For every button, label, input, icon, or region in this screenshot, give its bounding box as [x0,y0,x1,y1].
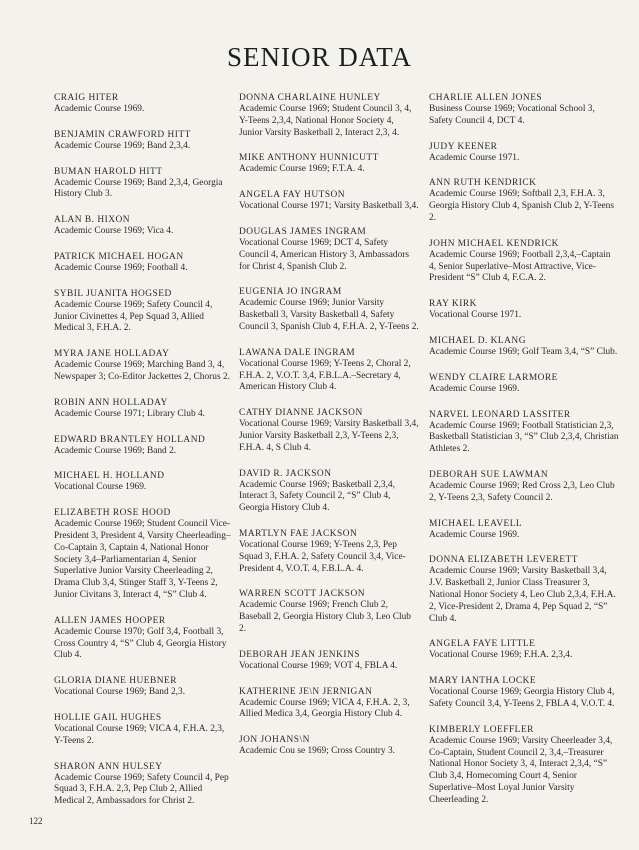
senior-activities: Academic Course 1971. [429,152,520,163]
senior-entry [239,152,419,176]
senior-name: GLORIA DIANE HUEBNER [54,676,178,687]
senior-entry [54,288,234,335]
senior-entry [239,528,419,575]
senior-entry [239,189,419,213]
senior-name: ANGELA FAYE LITTLE [429,639,536,650]
senior-name: CRAIG HITER [54,93,119,103]
column-1 [54,92,234,821]
senior-entry [54,470,234,494]
senior-name: ROBIN ANN HOLLADAY [54,397,168,408]
senior-name: DEBORAH JEAN JENKINS [239,649,360,660]
senior-entry [239,347,419,394]
senior-activities: Vocational Course 1969; VICA 4, F.H.A. 2,3, Y-Teens 2. [54,723,225,746]
senior-activities: Vocational Course 1969. [54,482,147,493]
senior-name: DEBORAH SUE LAWMAN [429,469,549,480]
senior-entry [54,348,234,384]
senior-entry [429,409,619,456]
page-title: SENIOR DATA [226,42,413,72]
senior-activities: Vocational Course 1969; Y-Teens 2,3, Pep Squad 3, F.H.A. 2, Safety Council 3,4, Vice-President 4, V.O.T. 4, F.B.L.A. 4. [239,539,406,574]
senior-entry [429,675,619,711]
senior-entry [54,507,234,602]
senior-entry [54,615,234,662]
senior-entry [239,226,419,273]
senior-entry [239,588,419,635]
senior-activities: Academic Course 1969; Softball 2,3, F.H.A. 3, Georgia History Club 4, Spanish Club 2, Y-Teens 2. [429,189,615,223]
senior-activities: Academic Course 1969; Varsity Basketball 3,4, J.V. Basketball 2, Junior Class Treasurer 3, National Honor Society 4, Leo Club 2,3,4, F.H.A. 2, Vice-President 2, Drama 4, Pep Squad 2, “S” Club 4. [429,566,616,624]
senior-name: DONNA ELIZABETH LEVERETT [429,555,578,566]
senior-activities: Academic Course 1969; Red Cross 2,3, Leo Club 2, Y-Teens 2,3, Safety Council 2. [429,480,615,503]
senior-entry [429,92,619,128]
senior-name: ALAN B. HIXON [54,215,131,226]
senior-activities: Vocational Course 1971. [429,310,522,321]
senior-activities: Academic Course 1969; Band 2. [54,445,177,456]
senior-entry [54,129,234,153]
senior-activities: Vocational Course 1971; Varsity Basketball 3,4. [239,201,419,212]
senior-entry [429,724,619,807]
senior-name: BUMAN HAROLD HITT [54,166,163,177]
senior-entry [54,675,234,699]
senior-activities: Academic Course 1969; Vica 4. [54,226,174,237]
senior-name: ALLEN JAMES HOOPER [54,615,166,626]
senior-name: JON JOHANS\N [239,735,310,746]
page-number: 122 [29,816,43,826]
senior-activities: Vocational Course 1969; VOT 4, FBLA 4. [239,660,398,671]
senior-name: NARVEL LEONARD LASSITER [429,409,571,420]
senior-name: HOLLIE GAIL HUGHES [54,712,162,723]
senior-name: JUDY KEENER [429,141,498,152]
senior-activities: Academic Course 1969; VICA 4, F.H.A. 2, 3, Allied Medica 3,4, Georgia History Club 4. [239,697,410,720]
senior-activities: Vocational Course 1969; DCT 4, Safety Council 4, American History 3, Ambassadors for Christ 4, Spanish Club 2. [239,237,410,272]
senior-activities: Academic Course 1969; Football 2,3,4,–Captain 4, Senior Superlative–Most Attractive, Vice-President “S” Club 4, F.C.A. 2. [429,249,611,284]
senior-activities: Academic Course 1969; Student Council 3, 4, Y-Teens 2,3,4, National Honor Society 4, Junior Varsity Basketball 2, Interact 2,3, 4. [239,104,412,138]
senior-activities: Academic Cou se 1969; Cross Country 3. [239,746,395,757]
senior-activities: Business Course 1969; Vocational School 3, Safety Council 4, DCT 4. [429,104,595,126]
senior-entry [239,407,419,454]
senior-activities: Academic Course 1969. [429,529,520,540]
senior-activities: Vocational Course 1969; Y-Teens 2, Choral 2, F.H.A. 2, V.O.T. 3,4, F.B.L.A.–Secretary 4, American History Club 4. [239,358,411,393]
senior-activities: Vocational Course 1969; Varsity Basketball 3,4, Junior Varsity Basketball 2,3, Y-Teens 2,3, F.H.A. 4, S Club 4. [239,419,419,453]
senior-name: MICHAEL D. KLANG [429,335,526,346]
senior-name: EDWARD BRANTLEY HOLLAND [54,434,206,445]
senior-entry [239,734,419,758]
senior-name: ANN RUTH KENDRICK [429,178,537,189]
senior-activities: Academic Course 1969; Football 4. [54,262,188,273]
senior-entry [239,686,419,722]
senior-entry [239,649,419,673]
senior-activities: Academic Course 1969; Marching Band 3, 4, Newspaper 3; Co-Editor Jackettes 2, Chorus 2. [54,360,231,382]
senior-name: ANGELA FAY HUTSON [239,190,346,201]
senior-activities: Vocational Course 1969; F.H.A. 2,3,4. [429,650,573,661]
senior-entry [54,397,234,421]
senior-name: DOUGLAS JAMES INGRAM [239,226,367,237]
senior-activities: Academic Course 1969. [429,383,520,394]
senior-name: MIKE ANTHONY HUNNICUTT [239,153,379,164]
senior-name: MYRA JANE HOLLADAY [54,349,170,360]
senior-name: SHARON ANN HULSEY [54,761,163,772]
senior-activities: Academic Course 1969. [54,104,145,114]
senior-entry [429,372,619,396]
senior-entry [54,761,234,808]
senior-entry [239,468,419,515]
senior-name: DAVID R. JACKSON [239,468,332,479]
senior-activities: Academic Course 1969; Basketball 2,3,4, Interact 3, Safety Council 2, “S” Club 4, Georgia History Club 4. [239,479,395,514]
senior-entry [429,238,619,285]
senior-entry [239,92,419,139]
senior-entry [54,214,234,238]
senior-name: EUGENIA JO INGRAM [239,287,342,298]
senior-name: MICHAEL LEAVELL [429,518,523,529]
senior-activities: Academic Course 1969; Band 2,3,4, Georgia History Club 3. [54,177,223,200]
senior-entry [239,286,419,333]
senior-activities: Academic Course 1969; Safety Council 4, Pep Squad 3, F.H.A. 2,3, Pep Club 2, Allied Medical 2, Ambassadors for Christ 2. [54,772,229,807]
senior-name: RAY KIRK [429,299,477,310]
senior-entry [54,434,234,458]
senior-name: JOHN MICHAEL KENDRICK [429,238,559,249]
senior-activities: Academic Course 1969; Student Council Vice-President 3, President 4, Varsity Cheerleading–Co-Captain 3, Captain 4, National Honor Society 3,4–Parliamentarian 4, Senior Superlative Junior Varsity Cheerleading 2, Drama Club 3,4, Stinger Staff 3, Y-Teens 2, Junior Civitans 3, Interact 4, “S” Club 4. [54,519,231,600]
senior-name: MARTLYN FAE JACKSON [239,528,358,539]
senior-entry [429,638,619,662]
senior-name: KIMBERLY LOEFFLER [429,724,534,735]
senior-activities: Academic Course 1969; Junior Varsity Basketball 3, Varsity Basketball 4, Safety Council 3, Spanish Club 4, F.H.A. 2, Y-Teens 2. [239,298,419,332]
senior-activities: Academic Course 1969; Band 2,3,4. [54,140,191,151]
senior-activities: Academic Course 1969; Golf Team 3,4, “S” Club. [429,346,618,357]
senior-activities: Academic Course 1971; Library Club 4. [54,408,206,419]
senior-entry [54,166,234,202]
senior-activities: Academic Course 1969; Safety Council 4, Junior Civinettes 4, Pep Squad 3, Allied Medical 3, F.H.A. 2. [54,299,213,334]
senior-activities: Academic Course 1969; Football Statistician 2,3, Basketball Statistician 3, “S” Club 2,3,4, Christian Athletes 2. [429,420,619,455]
senior-name: WARREN SCOTT JACKSON [239,589,365,600]
senior-entry [429,177,619,224]
senior-name: MICHAEL H. HOLLAND [54,471,165,482]
senior-entry [54,712,234,748]
column-3 [429,92,619,820]
senior-entry [54,92,234,116]
senior-entry [54,251,234,275]
senior-entry [429,298,619,322]
senior-activities: Academic Course 1969; F.T.A. 4. [239,164,365,175]
senior-name: MARY IANTHA LOCKE [429,676,537,687]
senior-activities: Academic Course 1970; Golf 3,4, Football 3, Cross Country 4, “S” Club 4, Georgia History Club 4. [54,626,227,661]
senior-entry [429,554,619,625]
senior-name: CHARLIE ALLEN JONES [429,93,543,103]
senior-activities: Academic Course 1969; French Club 2, Baseball 2, Georgia History Club 3, Leo Club 2. [239,600,411,634]
senior-entry [429,141,619,165]
senior-name: ELIZABETH ROSE HOOD [54,508,171,519]
column-2 [239,92,419,771]
senior-activities: Academic Course 1969; Varsity Cheerleader 3,4, Co-Captain, Student Council 2, 3,4,–Treasurer National Honor Society 3, 4, Interact 2,3,4, “S” Club 3,4, Homecoming Court 4, Senior Superlative–Most Loyal Junior Varsity Cheerleading 2. [429,735,613,805]
senior-name: DONNA CHARLAINE HUNLEY [239,93,381,103]
senior-name: BENJAMIN CRAWFORD HITT [54,129,191,140]
senior-name: WENDY CLAIRE LARMORE [429,372,558,383]
senior-name: SYBIL JUANITA HOGSED [54,288,172,299]
senior-name: PATRICK MICHAEL HOGAN [54,251,184,262]
senior-activities: Vocational Course 1969; Band 2,3. [54,687,186,698]
senior-name: CATHY DIANNE JACKSON [239,408,363,419]
senior-activities: Vocational Course 1969; Georgia History Club 4, Safety Council 3,4, Y-Teens 2, FBLA 4, V.O.T. 4. [429,687,615,709]
senior-entry [429,469,619,505]
senior-entry [429,335,619,359]
senior-name: LAWANA DALE INGRAM [239,347,356,358]
senior-entry [429,518,619,542]
senior-name: KATHERINE JE\N JERNIGAN [239,686,373,697]
